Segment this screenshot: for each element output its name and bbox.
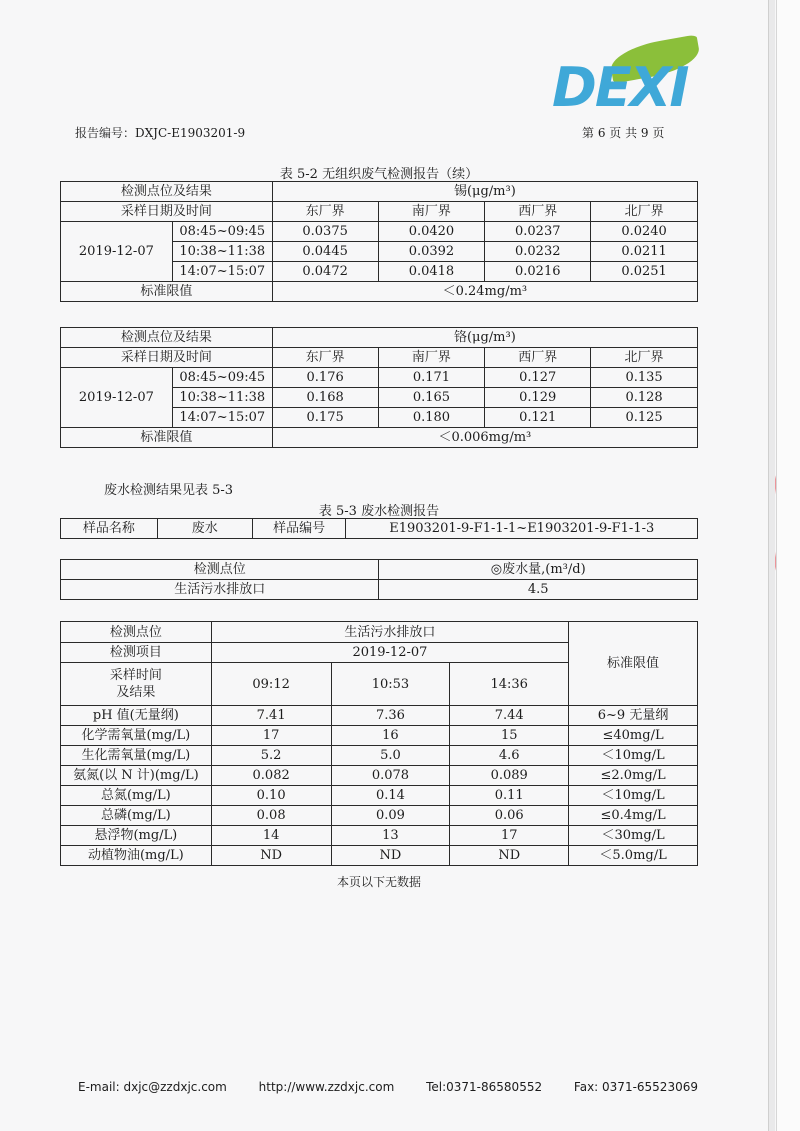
value-cell: 7.41 (211, 706, 331, 726)
value-cell: ND (331, 846, 450, 866)
value-cell: 0.125 (591, 408, 698, 428)
value-cell: 0.078 (331, 766, 450, 786)
point-value: 生活污水排放口 (211, 622, 568, 643)
page-number: 第 6 页 共 9 页 (582, 126, 665, 140)
footer-fax: Fax: 0371-65523069 (573, 1080, 698, 1094)
wastewater-intro: 废水检测结果见表 5-3 (104, 483, 234, 498)
value-cell: 0.129 (485, 388, 591, 408)
value-cell: 0.180 (378, 408, 485, 428)
date-cell: 2019-12-07 (211, 643, 568, 663)
chromium-table (60, 327, 698, 448)
end-note: 本页以下无数据 (336, 875, 421, 889)
item-cell: 氨氮(以 N 计)(mg/L) (61, 766, 212, 786)
item-cell: 化学需氧量(mg/L) (61, 726, 212, 746)
table-row (61, 706, 698, 726)
limit-cell: ≤0.4mg/L (569, 806, 698, 826)
item-label: 检测项目 (61, 643, 212, 663)
value-cell: 0.165 (378, 388, 485, 408)
value-cell: 0.08 (211, 806, 331, 826)
value-cell: 0.0240 (591, 222, 698, 242)
time-header: 09:12 (211, 663, 331, 706)
item-cell: 悬浮物(mg/L) (61, 826, 212, 846)
sample-info-table (60, 518, 698, 539)
value-cell: 0.168 (272, 388, 378, 408)
value-cell: ND (211, 846, 331, 866)
value-cell: 0.09 (331, 806, 450, 826)
col-header: 东厂界 (272, 202, 378, 222)
sample-no: E1903201-9-F1-1-1~E1903201-9-F1-1-3 (346, 519, 698, 539)
col-header: 西厂界 (485, 348, 591, 368)
table-caption: 表 5-3 废水检测报告 (318, 504, 440, 519)
value-cell: 7.36 (331, 706, 450, 726)
logo-text: DEXI (552, 56, 688, 119)
corner-top: 检测点位及结果 (61, 182, 273, 202)
flow-table (60, 559, 698, 600)
value-cell: 0.06 (450, 806, 569, 826)
footer-tel: Tel:0371-86580552 (426, 1080, 543, 1094)
table-row (61, 826, 698, 846)
time-header: 14:36 (450, 663, 569, 706)
limit-value: ＜0.006mg/m³ (272, 428, 697, 448)
value-cell: 0.0420 (378, 222, 485, 242)
footer-web: http://www.zzdxjc.com (258, 1080, 395, 1094)
limit-cell: ＜10mg/L (569, 786, 698, 806)
item-cell: 生化需氧量(mg/L) (61, 746, 212, 766)
flow-value: 4.5 (379, 580, 698, 600)
value-cell: 0.11 (450, 786, 569, 806)
limit-label: 标准限值 (61, 428, 273, 448)
wastewater-results-table (60, 621, 698, 866)
limit-cell: ＜10mg/L (569, 746, 698, 766)
value-cell: 0.0251 (591, 262, 698, 282)
value-cell: 0.0375 (272, 222, 378, 242)
value-cell: 0.127 (485, 368, 591, 388)
col-header: 西厂界 (485, 202, 591, 222)
item-cell: 动植物油(mg/L) (61, 846, 212, 866)
item-cell: pH 值(无量纲) (61, 706, 212, 726)
value-cell: 0.10 (211, 786, 331, 806)
time-cell: 14:07~15:07 (172, 408, 272, 428)
value-cell: 0.121 (485, 408, 591, 428)
value-cell: 0.089 (450, 766, 569, 786)
value-cell: 0.175 (272, 408, 378, 428)
sample-name: 废水 (157, 519, 252, 539)
limit-value: ＜0.24mg/m³ (272, 282, 697, 302)
footer (78, 1080, 698, 1094)
value-cell: 0.0216 (485, 262, 591, 282)
value-cell: 15 (450, 726, 569, 746)
item-cell: 总氮(mg/L) (61, 786, 212, 806)
limit-cell: ≤2.0mg/L (569, 766, 698, 786)
corner-bottom: 采样日期及时间 (61, 202, 273, 222)
sample-no-label: 样品编号 (252, 519, 346, 539)
value-cell: 7.44 (450, 706, 569, 726)
value-cell: 0.0392 (378, 242, 485, 262)
value-cell: 0.082 (211, 766, 331, 786)
col-header: 南厂界 (378, 202, 485, 222)
time-cell: 08:45~09:45 (172, 222, 272, 242)
value-cell: 0.0472 (272, 262, 378, 282)
table-caption: 表 5-2 无组织废气检测报告（续） (279, 167, 479, 182)
table-row (61, 746, 698, 766)
table-row (61, 846, 698, 866)
param-header: 锡(μg/m³) (272, 182, 697, 202)
limit-cell: ＜30mg/L (569, 826, 698, 846)
value-cell: 0.171 (378, 368, 485, 388)
value-cell: 0.14 (331, 786, 450, 806)
time-label-line2: 及结果 (116, 685, 156, 700)
value-cell: 0.128 (591, 388, 698, 408)
col-header: 南厂界 (378, 348, 485, 368)
value-cell: 16 (331, 726, 450, 746)
date-cell: 2019-12-07 (61, 368, 173, 428)
limit-cell: 6~9 无量纲 (569, 706, 698, 726)
point-value: 生活污水排放口 (61, 580, 379, 600)
col-header: 北厂界 (591, 202, 698, 222)
limit-cell: ≤40mg/L (569, 726, 698, 746)
time-cell: 10:38~11:38 (172, 242, 272, 262)
value-cell: 4.6 (450, 746, 569, 766)
value-cell: 17 (211, 726, 331, 746)
param-header: 铬(μg/m³) (272, 328, 697, 348)
corner-bottom: 采样日期及时间 (61, 348, 273, 368)
time-header: 10:53 (331, 663, 450, 706)
point-label: 检测点位 (61, 560, 379, 580)
sample-name-label: 样品名称 (61, 519, 158, 539)
time-cell: 08:45~09:45 (172, 368, 272, 388)
table-row (61, 368, 698, 388)
tin-table (60, 181, 698, 302)
time-cell: 10:38~11:38 (172, 388, 272, 408)
report-number: 报告编号：DXJC-E1903201-9 (75, 126, 246, 140)
company-logo (552, 42, 712, 118)
page-edge (768, 0, 775, 1131)
limit-header: 标准限值 (569, 622, 698, 706)
item-cell: 总磷(mg/L) (61, 806, 212, 826)
limit-cell: ＜5.0mg/L (569, 846, 698, 866)
value-cell: 5.0 (331, 746, 450, 766)
footer-email: E-mail: dxjc@zzdxjc.com (78, 1080, 227, 1094)
limit-label: 标准限值 (61, 282, 273, 302)
time-label-line1: 采样时间 (109, 668, 162, 683)
flow-label: ◎废水量,(m³/d) (379, 560, 698, 580)
value-cell: 0.176 (272, 368, 378, 388)
table-row (61, 222, 698, 242)
table-row (61, 806, 698, 826)
value-cell: 17 (450, 826, 569, 846)
page-edge (776, 0, 800, 1131)
value-cell: 0.0445 (272, 242, 378, 262)
corner-top: 检测点位及结果 (61, 328, 273, 348)
col-header: 东厂界 (272, 348, 378, 368)
point-label: 检测点位 (61, 622, 212, 643)
value-cell: 14 (211, 826, 331, 846)
time-cell: 14:07~15:07 (172, 262, 272, 282)
table-row (61, 786, 698, 806)
value-cell: 0.135 (591, 368, 698, 388)
time-label (61, 663, 212, 706)
date-cell: 2019-12-07 (61, 222, 173, 282)
value-cell: 13 (331, 826, 450, 846)
value-cell: 0.0232 (485, 242, 591, 262)
table-row (61, 766, 698, 786)
col-header: 北厂界 (591, 348, 698, 368)
value-cell: 0.0211 (591, 242, 698, 262)
value-cell: 0.0237 (485, 222, 591, 242)
table-row (61, 726, 698, 746)
value-cell: 0.0418 (378, 262, 485, 282)
value-cell: ND (450, 846, 569, 866)
value-cell: 5.2 (211, 746, 331, 766)
